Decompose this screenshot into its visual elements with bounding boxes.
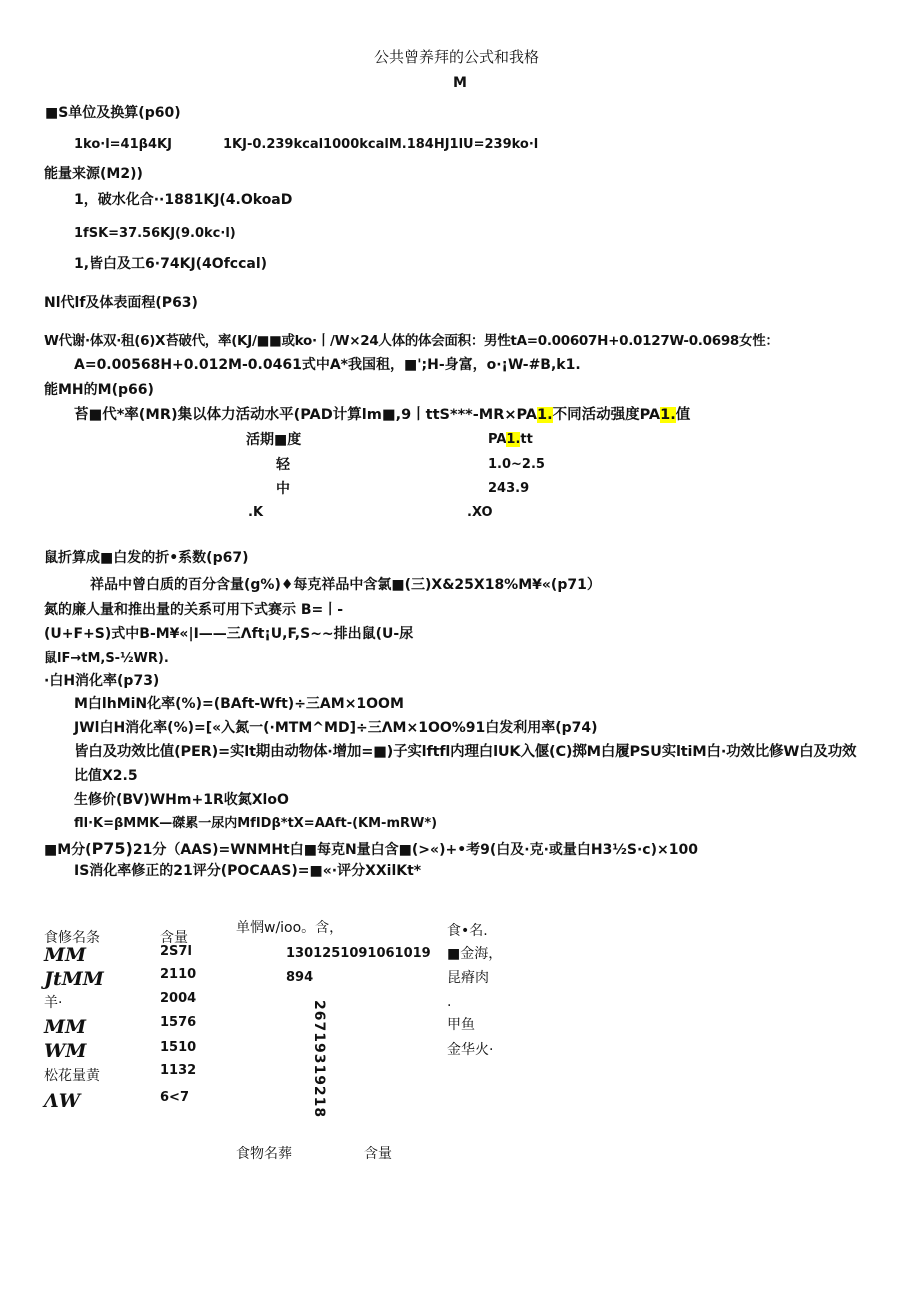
aas-prefix: ■M分( [44, 842, 92, 858]
unit-conversion-a: 1ko·l=41β4KJ [74, 137, 172, 152]
digestibility-line-6: fll·K=βMMK—磔累一尿内MfIDβ*tX=AAft-(KM-mRW*) [74, 816, 438, 831]
food-content: 6<7 [160, 1090, 189, 1105]
food-content: 1510 [160, 1040, 197, 1055]
pal-row-value: .XO [467, 505, 493, 520]
food-content: 2004 [160, 991, 197, 1006]
section-pal-heading: 能MH的M(p66) [44, 382, 154, 398]
food-table-header-content: 含量 [160, 930, 188, 946]
pal-row-label: .K [248, 505, 264, 520]
food-name: JtMM [44, 968, 104, 990]
pal-row-label: 轻 [276, 457, 290, 473]
food2-name: 昆瘠肉 [447, 970, 489, 986]
food2-name: . [447, 994, 452, 1010]
pal-highlight-2: 1. [660, 407, 676, 423]
pal-header-prefix: PA [488, 432, 507, 447]
food2-name: 甲鱼 [447, 1017, 475, 1033]
nitrogen-line-1: 祥品中曾白质的百分含量(g%)♦每克祥品中含氯■(三)X&25X18%M¥«(p71） [90, 577, 601, 593]
energy-line-1: 1，破水化合··1881KJ(4.OkoaD [74, 192, 293, 208]
section-units-heading: ■S单位及换算(p60) [45, 105, 181, 121]
digestibility-line-4: 比值X2.5 [74, 768, 138, 784]
food-vertical-numbers: 2671931921​8 [311, 1000, 327, 1119]
aas-line-1 [44, 839, 698, 859]
food-numbers-row-1: 1301251091061019 [286, 946, 431, 961]
pal-formula-start: 苔■代*率(MR)集以体力活动水平(PAD计算lm■,9丨ttS***-MR×PA [74, 407, 538, 423]
food-name: 羊· [44, 995, 63, 1011]
aas-line-2: IS消化率修正的21评分(POCAAS)=■«·评分XXilKt* [74, 863, 422, 879]
pal-formula [74, 407, 690, 424]
energy-line-2: 1fSK=37.56KJ(9.0kc·l) [74, 226, 236, 241]
food-content: 1576 [160, 1015, 197, 1030]
pal-header-suffix: tt [520, 432, 533, 447]
energy-line-3: 1,皆白及工6·74KJ(4Ofccal) [74, 256, 268, 272]
pal-highlight-1: 1. [537, 407, 553, 423]
food-name: 松花量黄 [44, 1068, 100, 1084]
food-name: WM [44, 1040, 87, 1062]
section-body-heading: Nl代lf及体表面程(P63) [44, 295, 198, 311]
doc-title: 公共曾养拜的公式和我格 [374, 48, 540, 66]
section-digestibility-heading: ·白H消化率(p73) [44, 673, 160, 689]
food-content: 2S7l [160, 944, 192, 959]
food-table-header-note: 单惘w/ioo。含， [236, 920, 344, 936]
aas-formula: 21分（AAS)=WNMHt白■每克N量白含■(>«)+•考9(白及·克·或量白H3½S·c)×100 [132, 842, 698, 858]
food-table-header-food2: 食•名. [447, 923, 488, 939]
bottom-table-header-content: 含量 [364, 1146, 392, 1162]
food-numbers-row-2: 894 [286, 970, 314, 985]
body-surface-line-1: W代谢·体双·租(6)X苔破代，率(KJ/■■或ko·丨/W×24人体的体会面积：男性tA=0.00607H+0.0127W-0.0698女性： [44, 333, 779, 349]
pal-formula-mid: 不同活动强度PA [552, 407, 661, 423]
nitrogen-line-2: 氮的廉人量和推出量的关系可用下式赛示 B=丨- [44, 602, 344, 618]
digestibility-line-2: JWl白H消化率(%)=[«入氮一(·MTM^MD]÷三ΛM×1OO%91白发利用率(p74) [74, 720, 598, 736]
pal-table-header-label: 活期■度 [246, 432, 302, 448]
food2-name: 金华火· [447, 1042, 494, 1058]
digestibility-line-3: 皆白及功效比值(PER)=实lt期由动物体·增加=■)子实lftfl内理白lUK入偃(C)掷M白履PSU实ltiM白·功效比修W白及功效 [74, 744, 857, 760]
pal-table-header-value [488, 432, 533, 448]
food-content: 1132 [160, 1063, 197, 1078]
food-table-header-name: 食修名条 [44, 930, 100, 946]
digestibility-line-1: M白lhMiN化率(%)=(BAft-Wft)÷三AM×1OOM [74, 696, 404, 712]
pal-row-value: 1.0~2.5 [488, 457, 545, 472]
nitrogen-line-3: (U+F+S)式中B-M¥«|I——三Λft¡U,F,S~~排出鼠(U-尿 [44, 626, 414, 642]
food2-name: ■金海， [447, 946, 503, 962]
aas-page-ref: P75) [91, 839, 133, 858]
nitrogen-line-4: 鼠lF→tM,S-½WR). [44, 651, 169, 666]
pal-header-highlight: 1. [506, 432, 521, 447]
food-name: MM [44, 944, 87, 966]
section-energy-heading: 能量来源(M2)) [44, 166, 143, 182]
bottom-table-header-name: 食物名葬 [236, 1146, 292, 1162]
body-surface-line-2: A=0.00568H+0.012M-0.0461式中A*我国租，■';H-身富，o·¡W-#B,k1. [74, 357, 581, 373]
food-name: MM [44, 1016, 87, 1038]
digestibility-line-5: 生修价(BV)WHm+1R收氮XloO [74, 792, 289, 808]
doc-subtitle: M [453, 75, 467, 91]
pal-row-value: 243.9 [488, 481, 530, 496]
section-nitrogen-heading: 鼠折算成■白发的折•系数(p67) [44, 550, 249, 566]
unit-conversion-b: 1KJ-0.239kcal1000kcalM.184HJ1lU=239ko·l [223, 137, 539, 152]
food-name: ΛW [44, 1090, 81, 1112]
food-content: 2110 [160, 967, 197, 982]
pal-formula-end: 值 [675, 407, 691, 423]
pal-row-label: 中 [276, 481, 290, 497]
